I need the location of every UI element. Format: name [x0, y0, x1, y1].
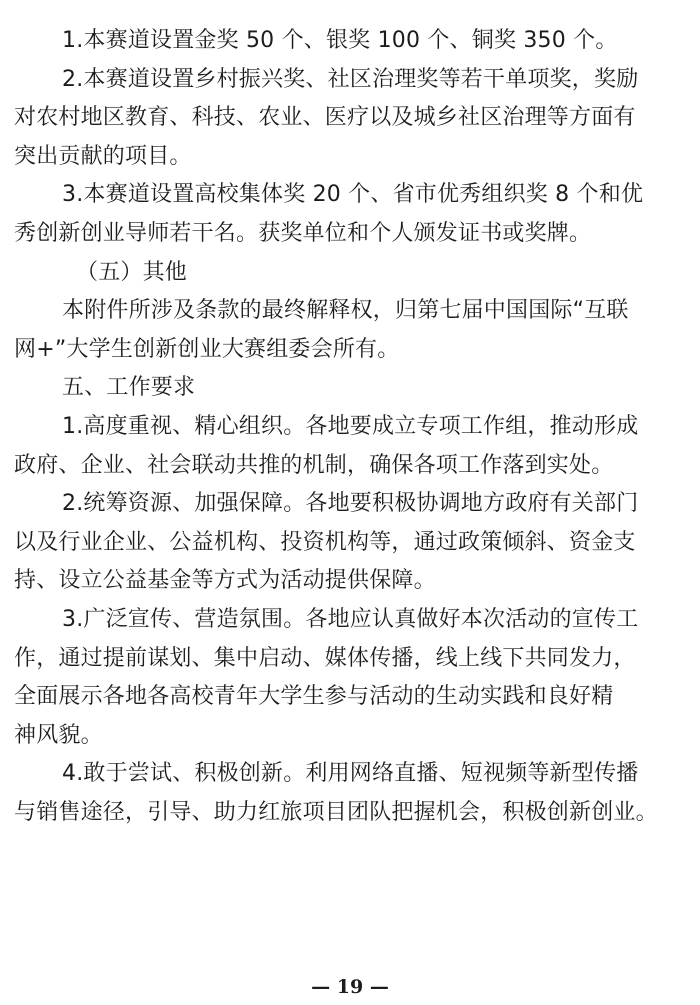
text-line: 1.高度重视、精心组织。各地要成立专项工作组，推动形成 [62, 413, 639, 439]
text-line: 作，通过提前谋划、集中启动、媒体传播，线上线下共同发力， [14, 645, 636, 671]
section-heading [14, 254, 686, 293]
paragraph [14, 485, 686, 601]
text-line: 对农村地区教育、科技、农业、医疗以及城乡社区治理等方面有 [14, 105, 636, 131]
paragraph [14, 292, 686, 369]
text-line: 3.广泛宣传、营造氛围。各地应认真做好本次活动的宣传工 [62, 606, 639, 632]
text-line: 神风貌。 [14, 722, 103, 748]
paragraph [14, 176, 686, 253]
text-line: 以及行业企业、公益机构、投资机构等，通过政策倾斜、资金支 [14, 529, 636, 555]
paragraph [14, 408, 686, 485]
page-number: — 19 — [311, 976, 389, 998]
text-line: 3.本赛道设置高校集体奖 20 个、省市优秀组织奖 8 个和优 [62, 182, 644, 208]
document-body [14, 22, 686, 832]
paragraph [14, 22, 686, 61]
text-line: 与销售途径，引导、助力红旅项目团队把握机会，积极创新创业。 [14, 799, 658, 825]
text-line: 五、工作要求 [62, 375, 196, 401]
text-line: 本附件所涉及条款的最终解释权，归第七届中国国际“互联 [62, 298, 629, 324]
text-line: 突出贡献的项目。 [14, 143, 192, 169]
text-line: 1.本赛道设置金奖 50 个、银奖 100 个、铜奖 350 个。 [62, 28, 618, 53]
paragraph [14, 61, 686, 177]
text-line: 政府、企业、社会联动共推的机制，确保各项工作落到实处。 [14, 452, 614, 478]
text-line: （五）其他 [76, 259, 188, 285]
paragraph [14, 601, 686, 755]
text-line: 网+”大学生创新创业大赛组委会所有。 [14, 336, 400, 362]
paragraph [14, 755, 686, 832]
paragraph [14, 369, 686, 408]
text-line: 秀创新创业导师若干名。获奖单位和个人颁发证书或奖牌。 [14, 220, 592, 246]
text-line: 全面展示各地各高校青年大学生参与活动的生动实践和良好精 [14, 684, 614, 710]
text-line: 2.统筹资源、加强保障。各地要积极协调地方政府有关部门 [62, 491, 639, 517]
text-line: 4.敢于尝试、积极创新。利用网络直播、短视频等新型传播 [62, 761, 639, 787]
text-line: 持、设立公益基金等方式为活动提供保障。 [14, 568, 436, 594]
text-line: 2.本赛道设置乡村振兴奖、社区治理奖等若干单项奖，奖励 [62, 66, 639, 92]
